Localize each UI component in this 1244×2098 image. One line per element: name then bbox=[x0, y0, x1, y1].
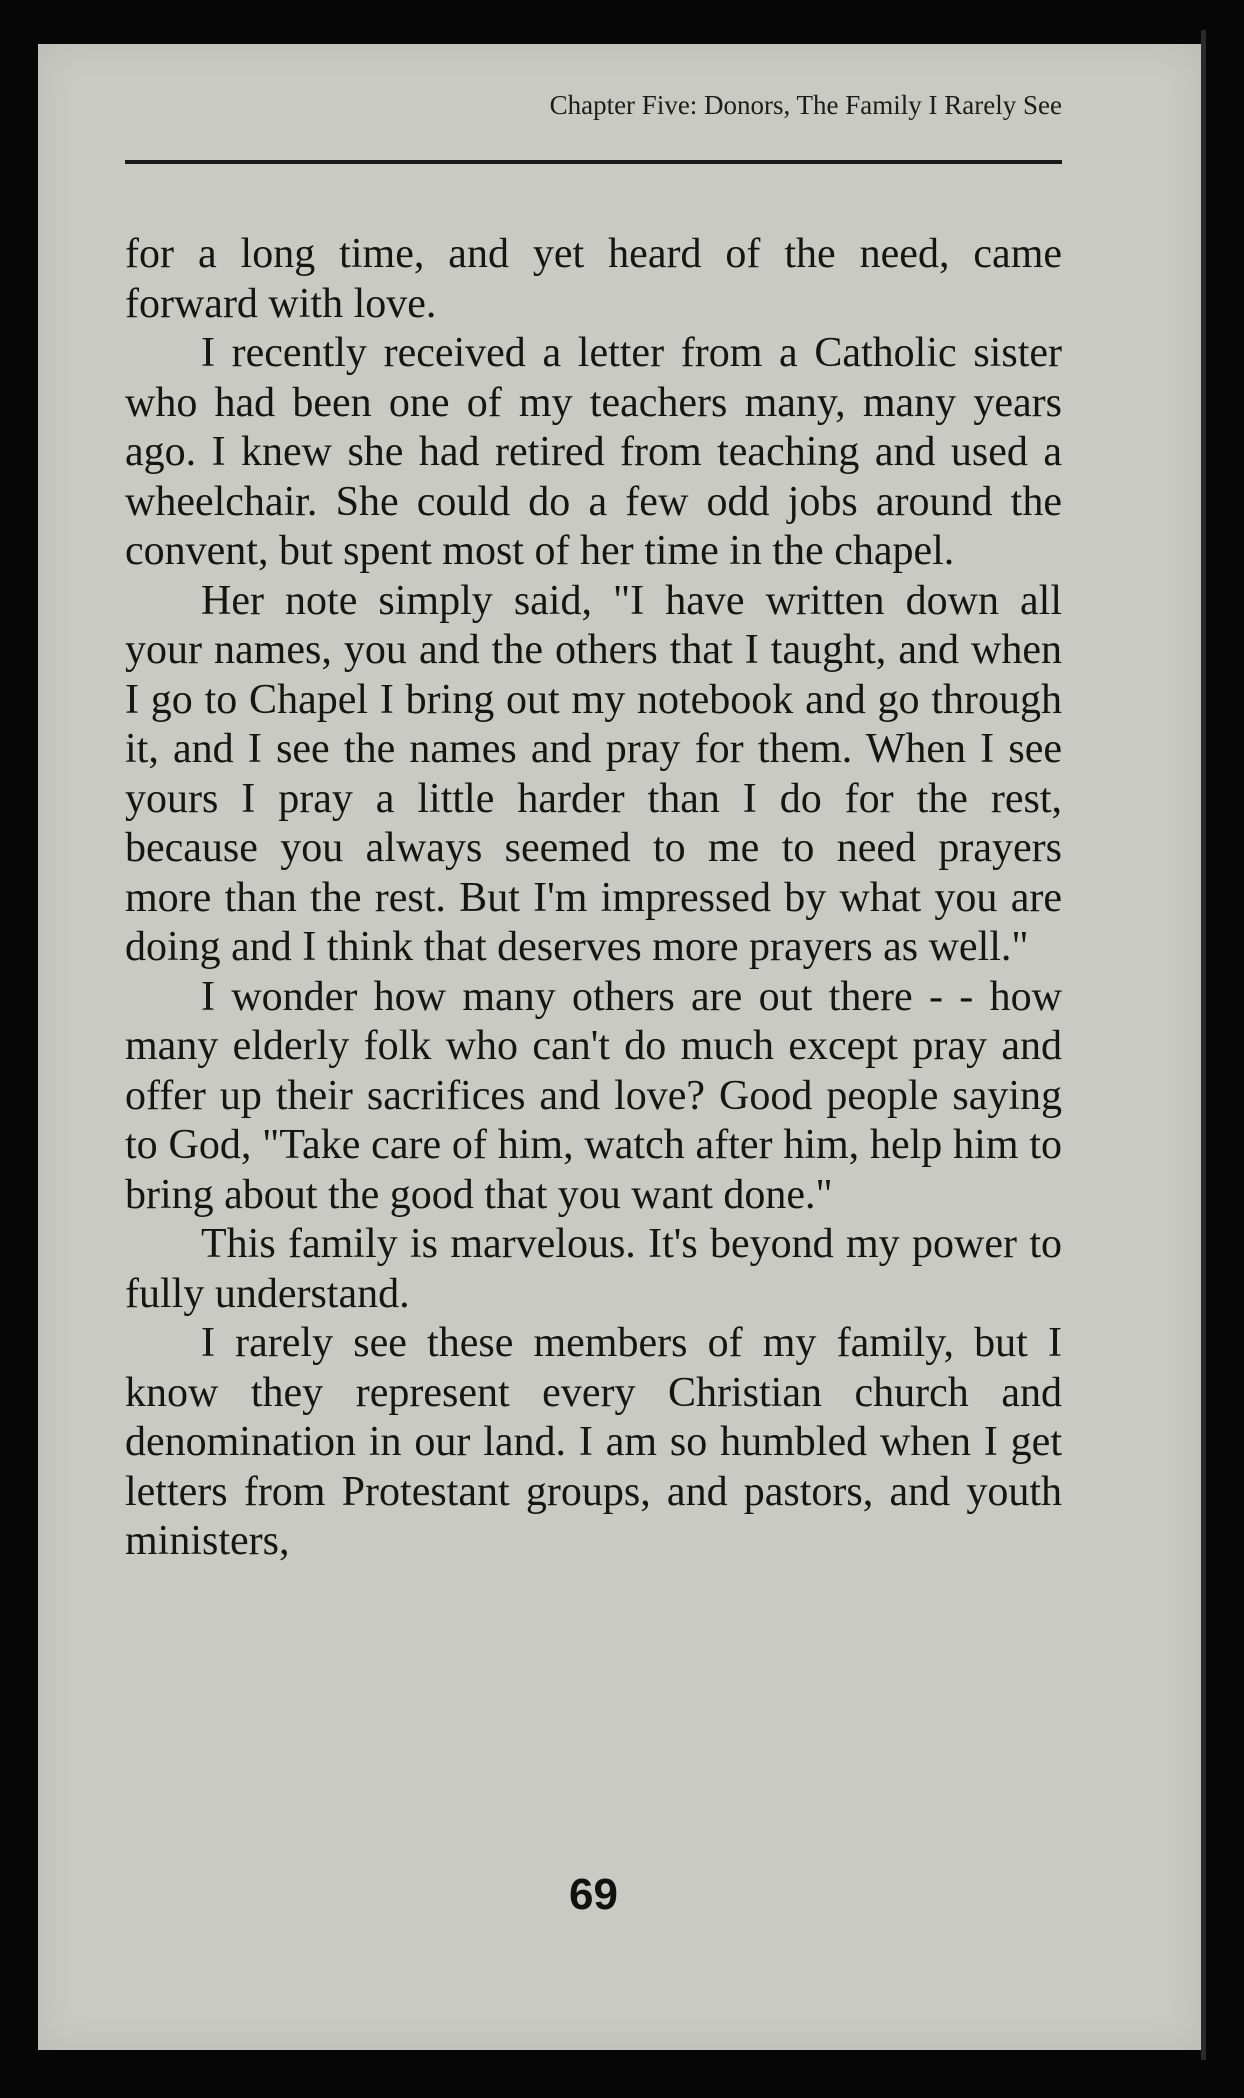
paragraph: This family is marvelous. It's beyond my power to fully understand. bbox=[125, 1221, 1062, 1317]
paragraph: I wonder how many others are out there - - how many elderly folk who can't do much except pray and offer up their sacrifices and love? Good people saying to God, "Take care of him, watch after him, help him to bring about the good that you want done." bbox=[125, 973, 1062, 1218]
body-text bbox=[125, 230, 1062, 1567]
page-number: 69 bbox=[569, 1870, 618, 1919]
paragraph: Her note simply said, "I have written down all your names, you and the others that I taught, and when I go to Chapel I bring out my notebook and go through it, and I see the names and pray for them. When I see yours I pray a little harder than I do for the rest, because you always seemed to me to need prayers more than the rest. But I'm impressed by what you are doing and I think that deserves more prayers as well." bbox=[125, 577, 1062, 970]
header-rule bbox=[125, 160, 1062, 164]
page-edge-shadow bbox=[1201, 30, 1206, 2060]
running-header: Chapter Five: Donors, The Family I Rarely See bbox=[549, 90, 1062, 120]
paragraph: for a long time, and yet heard of the need, came forward with love. bbox=[125, 231, 1062, 327]
paragraph: I recently received a letter from a Catholic sister who had been one of my teachers many, many years ago. I knew she had retired from teaching and used a wheelchair. She could do a few odd jobs around the convent, but spent most of her time in the chapel. bbox=[125, 330, 1062, 574]
paragraph: I rarely see these members of my family, but I know they represent every Christian church and denomination in our land. I am so humbled when I get letters from Protestant groups, and pastors, and youth ministers, bbox=[125, 1320, 1062, 1564]
